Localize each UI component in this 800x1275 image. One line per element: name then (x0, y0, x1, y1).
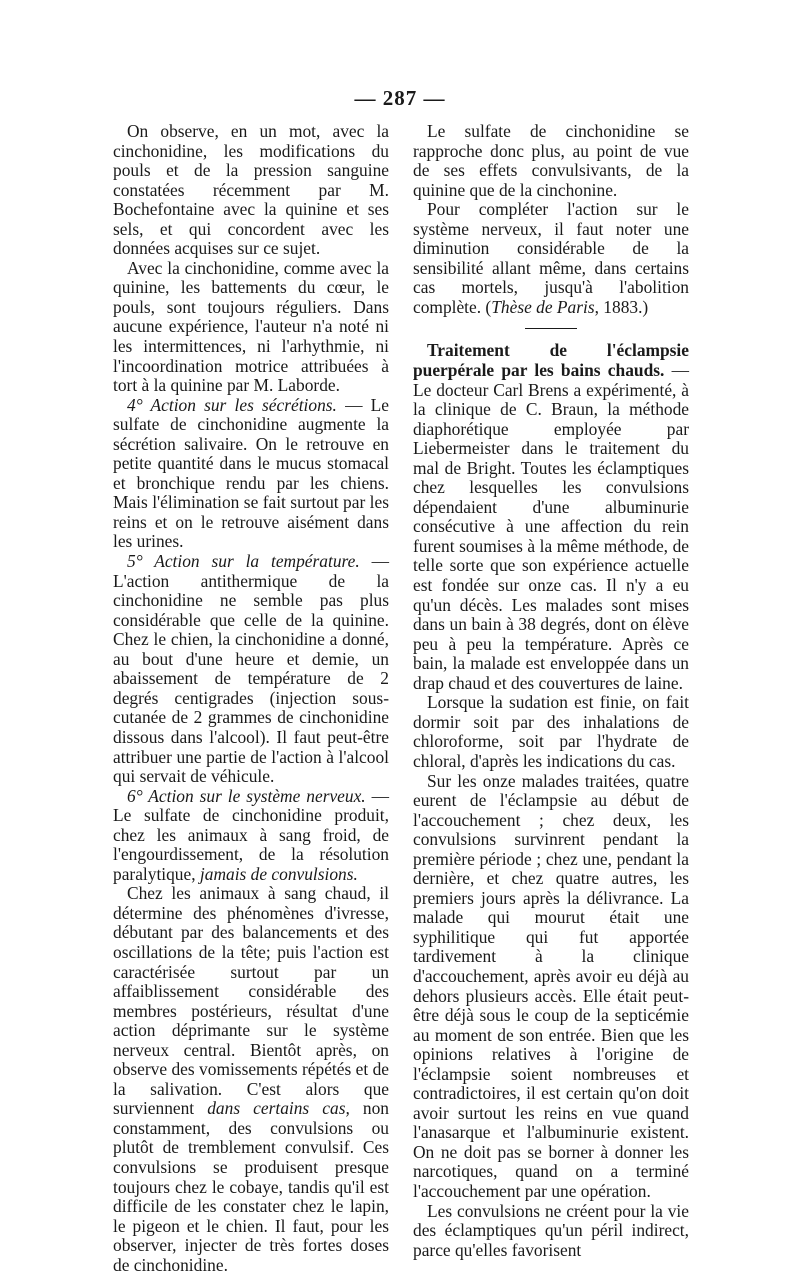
paragraph: Les convulsions ne créent pour la vie des éclamptiques qu'un péril indirect, parce qu'elles favorisent (413, 1200, 689, 1260)
paragraph (113, 884, 389, 1275)
page-number: — 287 — (354, 86, 446, 110)
paragraph-text: — Le docteur Carl Brens a expérimenté, à la clinique de C. Braun, la méthode diaphorétique employée par Liebermeister dans le traitement du mal de Bright. Toutes les éclamptiques chez lesquelles les convulsions dépendaient d'une albuminurie consécutive à une affection du rein furent soumises à la même méthode, de telle sorte que son expérience actuelle est fondée sur onze cas. Il n'y a eu qu'un décès. Les malades sont mises dans un bain à 38 degrés, dont on élève peu à peu la température. Après ce bain, la malade est enveloppée dans un drap chaud et des couvertures de laine. (413, 360, 689, 693)
paragraph: Lorsque la sudation est finie, on fait dormir soit par des inhalations de chloroforme, soit par l'hydrate de chloral, d'après les indications du cas. (413, 692, 689, 771)
paragraph-text: Pour compléter l'action sur le système nerveux, il faut noter une diminution considérable de la sensibilité allant même, dans certains cas mortels, jusqu'à l'abolition complète. ( (413, 199, 689, 317)
subsection-heading: 4° Action sur les sécrétions. (127, 394, 337, 415)
paragraph (413, 341, 689, 693)
paragraph: Avec la cinchonidine, comme avec la quinine, les battements du cœur, le pouls, sont toujours réguliers. Dans aucune expérience, l'auteur n'a noté ni les intermittences, ni l'arhythmie, ni l'incoordination motrice attribuées à tort à la quinine par M. Laborde. (113, 257, 389, 396)
subsection-heading: 6° Action sur le système nerveux. (127, 785, 366, 806)
paragraph-text: non constamment, des convulsions ou plutôt de tremblement convulsif. Ces convulsions se produisent presque toujours chez le cobaye, tandis qu'il est difficile de les constater chez le lapin, le pigeon et le chien. Il faut, pour les observer, injecter de très fortes doses de cinchonidine. (113, 1098, 390, 1275)
left-column (113, 122, 389, 1275)
paragraph (113, 396, 389, 552)
paragraph: On observe, en un mot, avec la cinchonidine, les modifications du pouls et de la pression sanguine constatées récemment par M. Bochefontaine avec la quinine et ses sels, et qui concordent avec les données acquises sur ce sujet. (113, 121, 389, 259)
section-divider (525, 328, 577, 329)
paragraph-text: — Le sulfate de cinchonidine produit, chez les animaux à sang froid, de l'engourdissement, de la résolution paralytique, (113, 785, 389, 884)
paragraph (113, 787, 389, 885)
paragraph-text: — L'action antithermique de la cinchonidine ne semble pas plus considérable que celle de la quinine. Chez le chien, la cinchonidine a donné, au bout d'une heure et demie, un abaissement de température de 2 degrés centigrades (injection sous-cutanée de 2 grammes de cinchonidine dissous dans l'alcool). Il faut peut-être attribuer une partie de l'action à l'alcool qui servait de véhicule. (113, 551, 389, 787)
paragraph-text: — Le sulfate de cinchonidine augmente la sécrétion salivaire. On le retrouve en petite quantité dans le mucus stomacal et bronchique rendu par les chiens. Mais l'élimination se fait surtout par les reins et on le retrouve aisément dans les urines. (113, 394, 389, 552)
paragraph: Sur les onze malades traitées, quatre eurent de l'éclampsie au début de l'accouchement ; chez deux, les convulsions survinrent pendant la première période ; chez une, pendant la dernière, et chez quatre autres, les premiers jours après la délivrance. La malade qui mourut était une syphilitique qui fut apportée tardivement à la clinique d'accouchement, après avoir eu déjà au dehors plusieurs accès. Elle était peut-être déjà sous le coup de la septicémie au moment de son entrée. Bien que les opinions relatives à l'origine de l'éclampsie soient nombreuses et contradictoires, il est certain qu'on doit avoir surtout les reins en vue quand l'anasarque et l'albuminurie existent. On ne doit pas se borner à donner les narcotiques, quand on a terminé l'accouchement par une opération. (413, 770, 689, 1201)
citation-title: Thèse de Paris (491, 296, 595, 317)
emphasis: jamais de convulsions. (199, 863, 358, 884)
subsection-heading: 5° Action sur la température. (127, 551, 360, 572)
paragraph (113, 552, 389, 787)
paragraph (413, 200, 689, 317)
paragraph: Le sulfate de cinchonidine se rapproche donc plus, au point de vue de ses effets convulsivants, de la quinine que de la cinchonine. (413, 121, 689, 200)
paragraph-text: Chez les animaux à sang chaud, il détermine des phénomènes d'ivresse, débutant par des balancements et des oscillations de la tête; puis l'action est caractérisée surtout par un affaiblissement considérable des membres postérieurs, résultat d'une action déprimante sur le système nerveux central. Bientôt après, on observe des vomissements répétés et de la salivation. C'est alors que surviennent (113, 883, 389, 1119)
right-column (413, 122, 689, 1260)
section-title: Traitement de l'éclampsie puerpérale par les bains chauds. (413, 340, 689, 381)
paragraph-text: , 1883.) (594, 296, 649, 317)
emphasis: dans certains cas, (207, 1098, 350, 1119)
